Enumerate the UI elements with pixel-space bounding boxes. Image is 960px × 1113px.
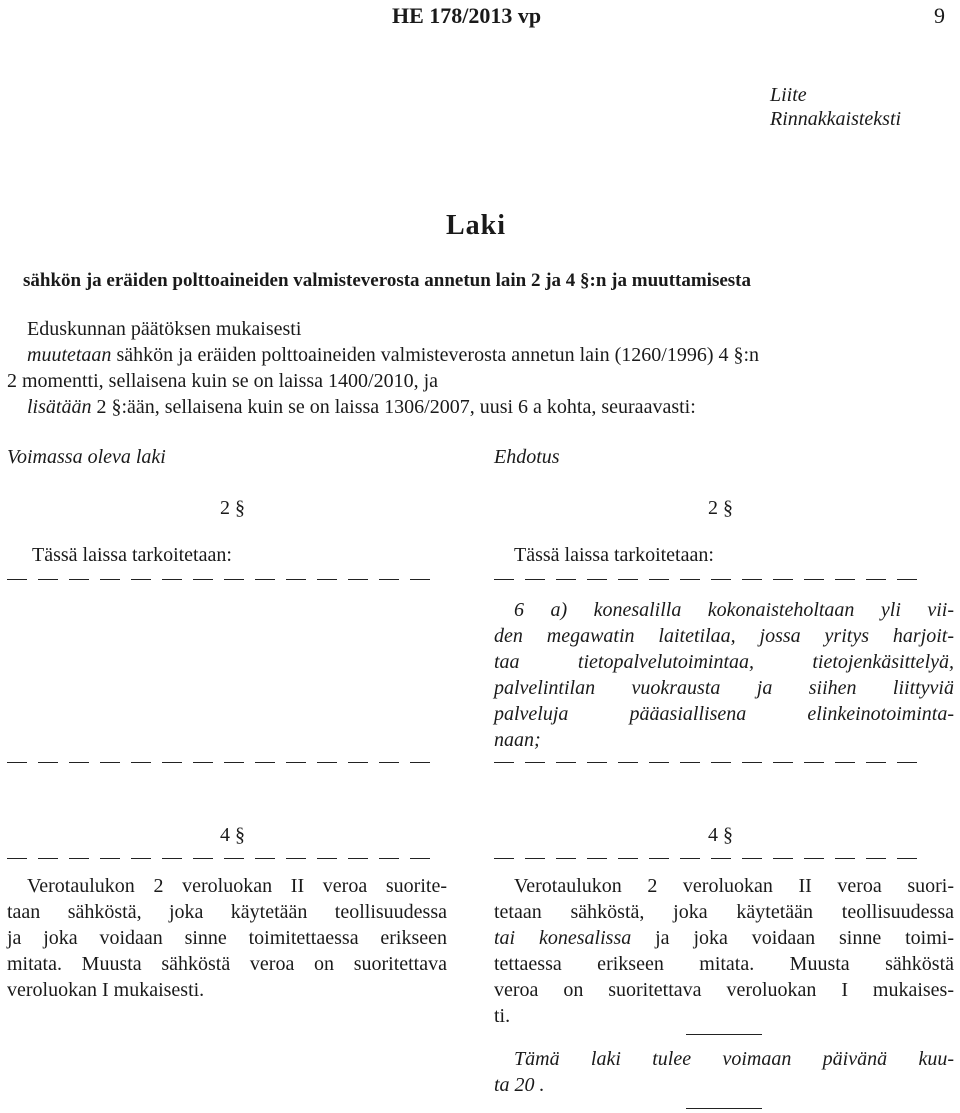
left-section4-line: Verotaulukon 2 veroluokan II veroa suorite- xyxy=(27,875,447,897)
preamble-intro: Eduskunnan päätöksen mukaisesti xyxy=(27,318,302,340)
entry-into-force-line: Tämä laki tulee voimaan päivänä kuu- xyxy=(514,1048,954,1070)
closing-rule xyxy=(686,1108,762,1109)
right-section4-title: 4 § xyxy=(708,824,733,846)
law-title: Laki xyxy=(446,210,507,241)
left-section4-title: 4 § xyxy=(220,824,245,846)
annex-label: Liite xyxy=(770,84,807,106)
right-section4-line: tettaessa erikseen mitata. Muusta sähköstä xyxy=(494,953,954,975)
entry-into-force xyxy=(494,1046,954,1098)
left-section2-title: 2 § xyxy=(220,497,245,519)
left-section4-line: ja joka voidaan sinne toimitettaessa erikseen xyxy=(7,927,447,949)
left-section4-line: veroluokan I mukaisesti. xyxy=(7,979,205,1001)
item-6a-line: 6 a) konesalilla kokonaisteholtaan yli vii- xyxy=(514,599,954,621)
left-section2-intro: Tässä laissa tarkoitetaan: xyxy=(32,544,232,566)
right-section2-title: 2 § xyxy=(708,497,733,519)
document-id: HE 178/2013 vp xyxy=(392,3,542,28)
item-6a-line: palveluja pääasiallisena elinkeinotoiminta- xyxy=(494,703,954,725)
item-6a-line: palvelintilan vuokrausta ja siihen liittyviä xyxy=(494,677,954,699)
item-6a-line: taa tietopalvelutoimintaa, tietojenkäsittelyä, xyxy=(494,651,954,673)
preamble-amend: muutetaan sähkön ja eräiden polttoaineiden valmisteverosta annetun lain (1260/1996) 4 §:n xyxy=(27,344,760,366)
item-6a xyxy=(494,597,954,753)
right-section4-line: ti. xyxy=(494,1005,511,1027)
annex-subtitle: Rinnakkaisteksti xyxy=(770,108,902,130)
right-section4-line: veroa on suoritettava veroluokan I mukaises- xyxy=(494,979,954,1001)
item-6a-line: den megawatin laitetilaa, jossa yritys harjoit- xyxy=(494,625,954,647)
right-section4-body xyxy=(494,873,954,1029)
law-subject: sähkön ja eräiden polttoaineiden valmisteverosta annetun lain 2 ja 4 §:n ja muuttamisesta xyxy=(23,270,752,291)
left-section4-body xyxy=(7,873,447,1003)
left-column-heading: Voimassa oleva laki xyxy=(7,446,166,468)
left-section4-line: mitata. Muusta sähköstä veroa on suoritettava xyxy=(7,953,447,975)
right-section4-line: Verotaulukon 2 veroluokan II veroa suori- xyxy=(514,875,954,897)
item-6a-line: naan; xyxy=(494,729,541,751)
right-section4-line: tetaan sähköstä, joka käytetään teollisuudessa xyxy=(494,901,954,923)
right-column-heading: Ehdotus xyxy=(494,446,560,468)
right-section4-line: tai konesalissa ja joka voidaan sinne toimi- xyxy=(494,927,954,949)
page-number: 9 xyxy=(934,3,945,28)
section-end-rule xyxy=(686,1034,762,1035)
preamble-moment: 2 momentti, sellaisena kuin se on laissa 1400/2010, ja xyxy=(7,370,439,392)
entry-into-force-line: ta 20 . xyxy=(494,1074,545,1096)
right-section2-intro: Tässä laissa tarkoitetaan: xyxy=(514,544,714,566)
left-section4-line: taan sähköstä, joka käytetään teollisuudessa xyxy=(7,901,447,923)
preamble-add: lisätään 2 §:ään, sellaisena kuin se on laissa 1306/2007, uusi 6 a kohta, seuraavasti: xyxy=(27,396,696,418)
